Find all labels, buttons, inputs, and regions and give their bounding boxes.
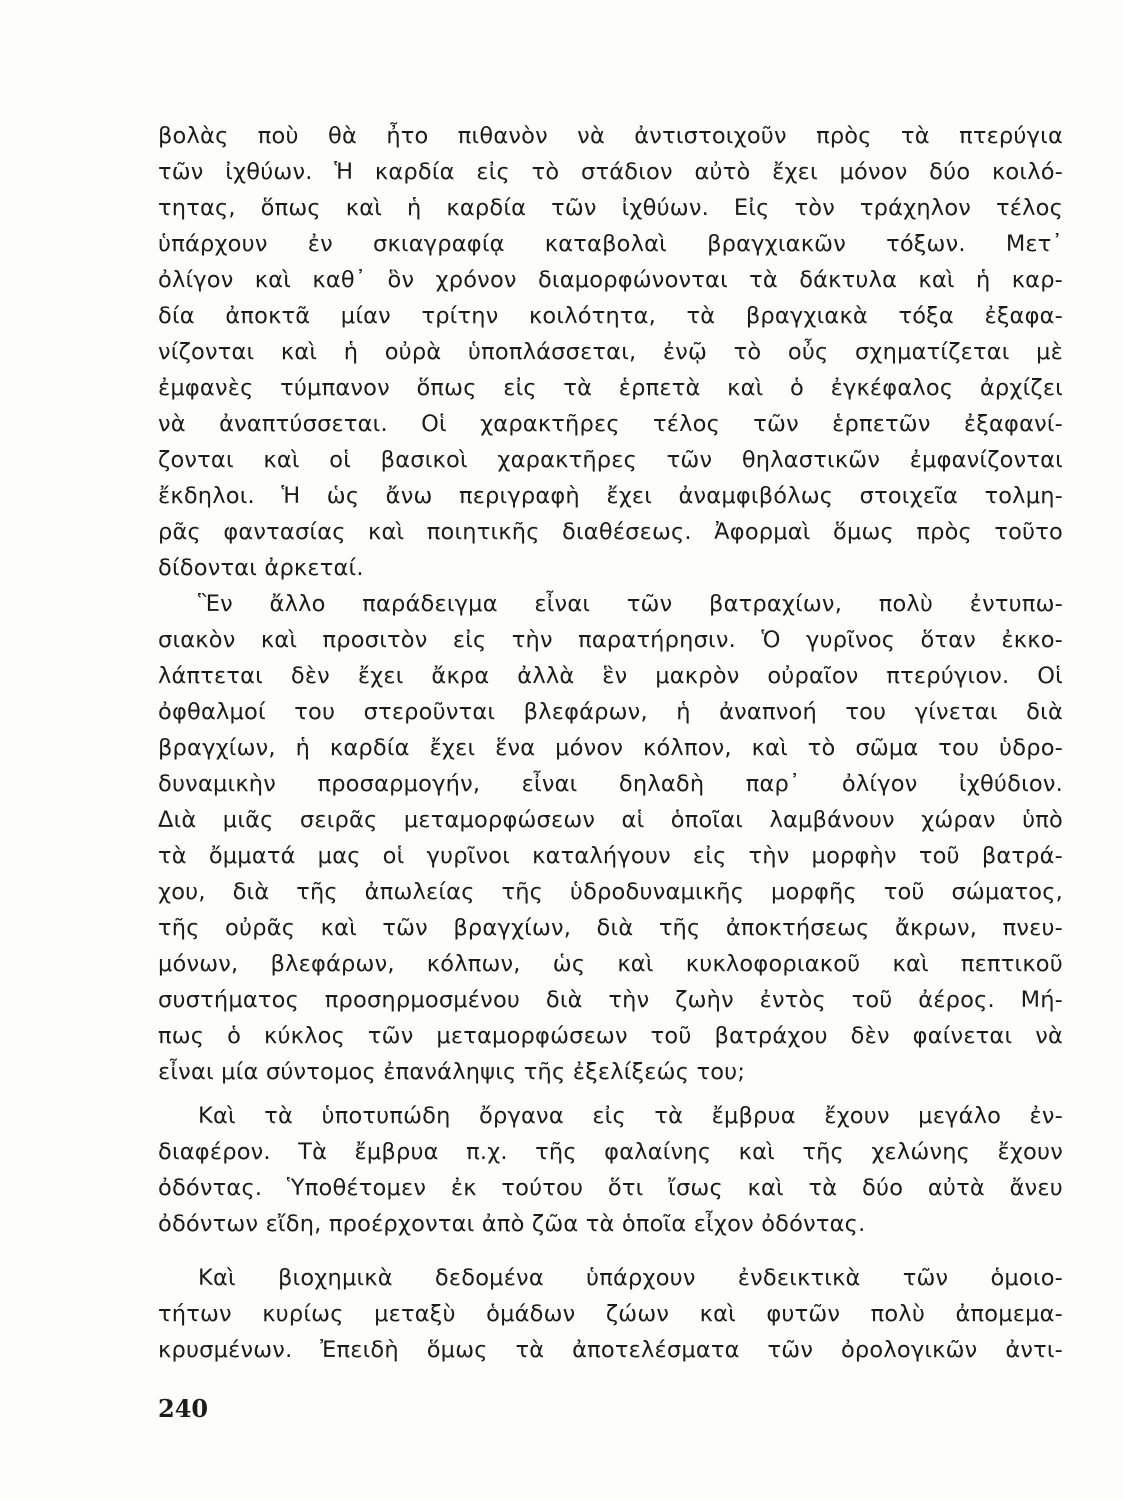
text-line: ὀδόντας. Ὑποθέτομεν ἐκ τούτου ὅτι ἴσως καὶ τὰ δύο αὐτὰ ἄνευ — [158, 1175, 1063, 1201]
text-line: ἔκδηλοι. Ἡ ὡς ἄνω περιγραφὴ ἔχει ἀναμφιβόλως στοιχεῖα τολμη- — [158, 483, 1063, 509]
text-line: χου, διὰ τῆς ἀπωλείας τῆς ὑδροδυναμικῆς μορφῆς τοῦ σώματος, — [158, 879, 1063, 905]
text-line: ρᾶς φαντασίας καὶ ποιητικῆς διαθέσεως. Ἀφορμαὶ ὅμως πρὸς τοῦτο — [158, 519, 1063, 545]
paragraph-3 — [158, 1098, 1063, 1242]
text-line: Διὰ μιᾶς σειρᾶς μεταμορφώσεων αἱ ὁποῖαι λαμβάνουν χώραν ὑπὸ — [158, 807, 1063, 833]
text-line: ὑπάρχουν ἐν σκιαγραφίᾳ καταβολαὶ βραγχιακῶν τόξων. Μετ᾽ — [158, 231, 1063, 257]
text-line: δία ἀποκτᾶ μίαν τρίτην κοιλότητα, τὰ βραγχιακὰ τόξα ἐξαφα- — [158, 303, 1063, 329]
text-line: δίδονται ἀρκεταί. — [158, 555, 364, 581]
text-line: βραγχίων, ἡ καρδία ἔχει ἕνα μόνον κόλπον, καὶ τὸ σῶμα του ὑδρο- — [158, 735, 1063, 761]
text-line: Καὶ τὰ ὑποτυπώδη ὄργανα εἰς τὰ ἔμβρυα ἔχουν μεγάλο ἐν- — [198, 1103, 1063, 1129]
text-line: σιακὸν καὶ προσιτὸν εἰς τὴν παρατήρησιν. Ὁ γυρῖνος ὅταν ἐκκο- — [158, 627, 1063, 653]
text-line: ὀφθαλμοί του στεροῦνται βλεφάρων, ἡ ἀναπνοή του γίνεται διὰ — [158, 699, 1063, 725]
text-line: ζονται καὶ οἱ βασικοὶ χαρακτῆρες τῶν θηλαστικῶν ἐμφανίζονται — [158, 447, 1063, 473]
text-line: ὀλίγον καὶ καθ᾽ ὃν χρόνον διαμορφώνονται τὰ δάκτυλα καὶ ἡ καρ- — [158, 267, 1063, 293]
text-line: Καὶ βιοχημικὰ δεδομένα ὑπάρχουν ἐνδεικτικὰ τῶν ὁμοιο- — [198, 1265, 1063, 1291]
text-line: διαφέρον. Τὰ ἔμβρυα π.χ. τῆς φαλαίνης καὶ τῆς χελώνης ἔχουν — [158, 1139, 1063, 1165]
text-line: τήτων κυρίως μεταξὺ ὁμάδων ζώων καὶ φυτῶν πολὺ ἀπομεμα- — [158, 1301, 1063, 1327]
text-line: μόνων, βλεφάρων, κόλπων, ὡς καὶ κυκλοφοριακοῦ καὶ πεπτικοῦ — [158, 951, 1063, 977]
text-line: τητας, ὅπως καὶ ἡ καρδία τῶν ἰχθύων. Εἰς τὸν τράχηλον τέλος — [158, 195, 1063, 221]
text-line: ἐμφανὲς τύμπανον ὅπως εἰς τὰ ἑρπετὰ καὶ ὁ ἐγκέφαλος ἀρχίζει — [158, 375, 1063, 401]
text-line: δυναμικὴν προσαρμογήν, εἶναι δηλαδὴ παρ᾽ ὀλίγον ἰχθύδιον. — [158, 771, 1063, 797]
text-line: ὀδόντων εἴδη, προέρχονται ἀπὸ ζῶα τὰ ὁποῖα εἶχον ὀδόντας. — [158, 1211, 866, 1237]
text-line: πως ὁ κύκλος τῶν μεταμορφώσεων τοῦ βατράχου δὲν φαίνεται νὰ — [158, 1023, 1063, 1049]
text-line: τῆς οὐρᾶς καὶ τῶν βραγχίων, διὰ τῆς ἀποκτήσεως ἄκρων, πνευ- — [158, 915, 1063, 941]
text-line: τῶν ἰχθύων. Ἡ καρδία εἰς τὸ στάδιον αὐτὸ ἔχει μόνον δύο κοιλό- — [158, 159, 1063, 185]
text-line: βολὰς ποὺ θὰ ἦτο πιθανὸν νὰ ἀντιστοιχοῦν πρὸς τὰ πτερύγια — [158, 123, 1063, 149]
text-line: Ἓν ἄλλο παράδειγμα εἶναι τῶν βατραχίων, πολὺ ἐντυπω- — [198, 591, 1063, 617]
paragraph-4 — [158, 1260, 1063, 1368]
text-line: νὰ ἀναπτύσσεται. Οἱ χαρακτῆρες τέλος τῶν ἑρπετῶν ἐξαφανί- — [158, 411, 1063, 437]
text-line: νίζονται καὶ ἡ οὐρὰ ὑποπλάσσεται, ἐνῷ τὸ οὖς σχηματίζεται μὲ — [158, 339, 1063, 365]
text-line: τὰ ὄμματά μας οἱ γυρῖνοι καταλήγουν εἰς τὴν μορφὴν τοῦ βατρά- — [158, 843, 1063, 869]
text-line: εἶναι μία σύντομος ἐπανάληψις τῆς ἐξελίξεώς του; — [158, 1059, 746, 1085]
page-number: 240 — [158, 1394, 209, 1423]
text-line: συστήματος προσηρμοσμένου διὰ τὴν ζωὴν ἐντὸς τοῦ ἀέρος. Μή- — [158, 987, 1063, 1013]
paragraph-2 — [158, 586, 1063, 1090]
text-line: λάπτεται δὲν ἔχει ἄκρα ἀλλὰ ἓν μακρὸν οὐραῖον πτερύγιον. Οἱ — [158, 663, 1063, 689]
text-line: κρυσμένων. Ἐπειδὴ ὅμως τὰ ἀποτελέσματα τῶν ὀρολογικῶν ἀντι- — [158, 1337, 1063, 1363]
paragraph-1 — [158, 118, 1063, 586]
